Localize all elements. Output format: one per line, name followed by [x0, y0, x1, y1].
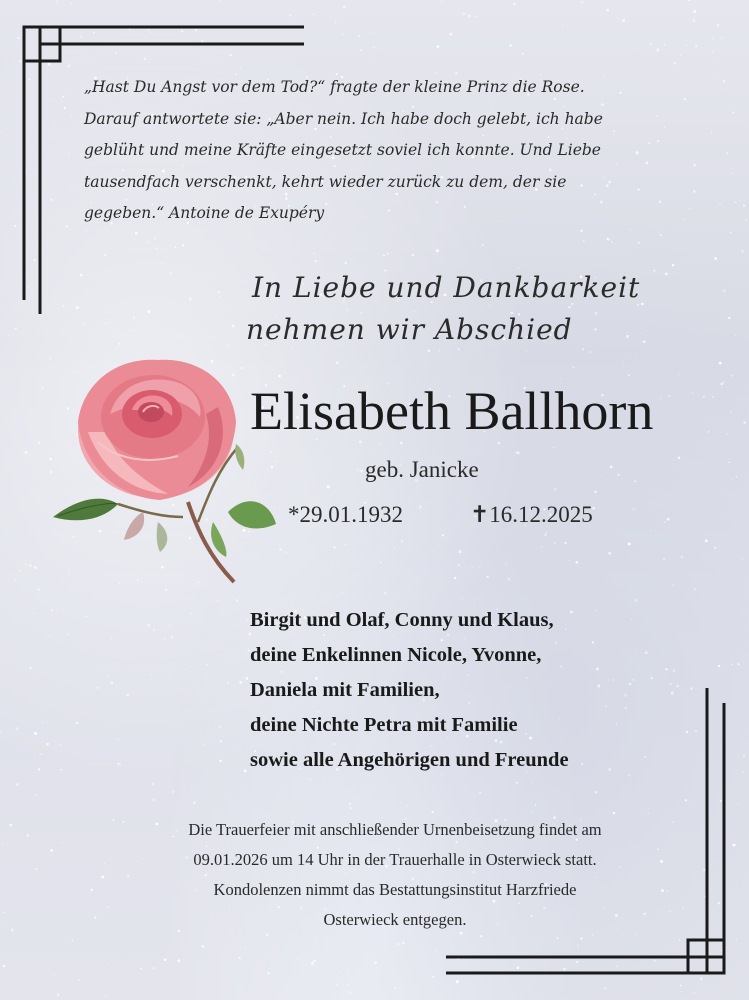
mourners-line: Birgit und Olaf, Conny und Klaus, [250, 609, 554, 631]
farewell-heading-line-1: In Liebe und Dankbarkeit [252, 271, 641, 304]
funeral-info-line: Die Trauerfeier mit anschließender Urnenbeisetzung findet am [188, 820, 602, 839]
mourners-list [250, 603, 569, 778]
funeral-info-line: Osterwieck entgegen. [323, 910, 467, 929]
birth-date: *29.01.1932 [288, 502, 403, 527]
quote-text [84, 72, 664, 230]
quote-line: gegeben.“ Antoine de Exupéry [84, 204, 325, 222]
rose-illustration [48, 352, 278, 587]
mourners-line: sowie alle Angehörigen und Freunde [250, 749, 569, 771]
mourners-line: Daniela mit Familien, [250, 679, 440, 701]
mourners-line: deine Enkelinnen Nicole, Yvonne, [250, 644, 542, 666]
funeral-info-line: Kondolenzen nimmt das Bestattungsinstitut Harzfriede [213, 880, 577, 899]
quote-line: tausendfach verschenkt, kehrt wieder zurück zu dem, der sie [84, 172, 567, 191]
funeral-info [70, 815, 720, 935]
quote-line: Darauf antwortete sie: „Aber nein. Ich habe doch gelebt, ich habe [84, 109, 603, 128]
quote-line: „Hast Du Angst vor dem Tod?“ fragte der kleine Prinz die Rose. [84, 78, 585, 96]
funeral-info-line: 09.01.2026 um 14 Uhr in der Trauerhalle in Osterwieck statt. [193, 850, 597, 869]
death-date: ✝16.12.2025 [470, 502, 593, 527]
mourners-line: deine Nichte Petra mit Familie [250, 714, 518, 736]
deceased-name: Elisabeth Ballhorn [250, 381, 654, 441]
quote-line: geblüht und meine Kräfte eingesetzt soviel ich konnte. Und Liebe [84, 141, 601, 159]
farewell-heading-line-2: nehmen wir Abschied [246, 313, 573, 346]
birth-name: geb. Janicke [365, 457, 479, 482]
